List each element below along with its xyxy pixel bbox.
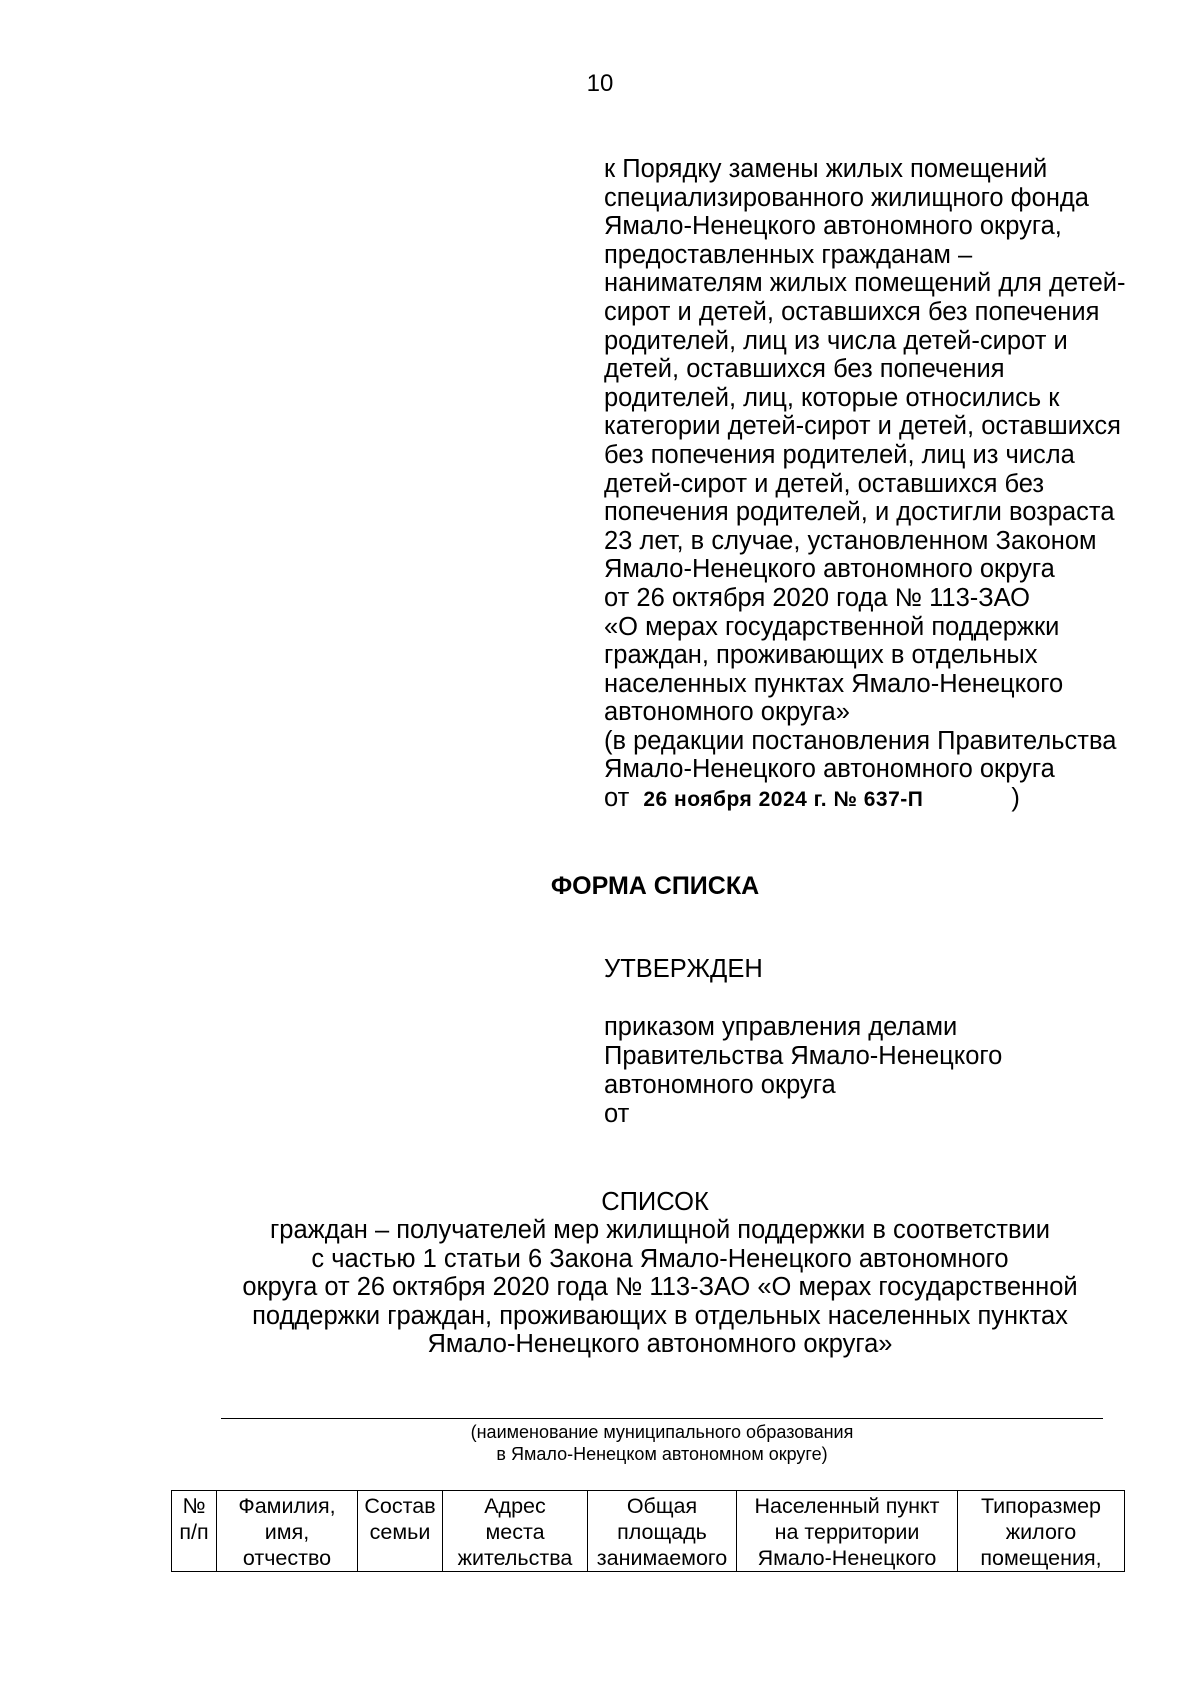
subtitle-line: поддержки граждан, проживающих в отдельных населенных пунктах	[252, 1301, 1068, 1330]
appendix-line: детей, оставшихся без попечения	[604, 355, 1005, 384]
municipality-blank-line	[221, 1418, 1103, 1419]
order-line: от	[604, 1100, 630, 1128]
header-cell-number: № п/п	[172, 1491, 217, 1572]
appendix-line: предоставленных гражданам –	[604, 240, 973, 269]
date-prefix: от	[604, 784, 630, 813]
approved-label: УТВЕРЖДЕН	[604, 955, 763, 983]
order-line: автономного округа	[604, 1071, 836, 1099]
subtitle-line: граждан – получателей мер жилищной поддержки в соответствии	[270, 1216, 1050, 1244]
subtitle-line: округа от 26 октября 2020 года № 113-ЗАО «О мерах государственной	[242, 1273, 1078, 1302]
appendix-line: Ямало-Ненецкого автономного округа	[604, 555, 1055, 584]
appendix-line: категории детей-сирот и детей, оставшихся	[604, 412, 1121, 441]
list-heading: СПИСОК	[601, 1188, 709, 1216]
appendix-line: Ямало-Ненецкого автономного округа	[604, 755, 1055, 784]
appendix-line: без попечения родителей, лиц из числа	[604, 440, 1075, 469]
citizens-table	[171, 1490, 1125, 1572]
header-cell-family: Состав семьи	[358, 1491, 443, 1572]
appendix-line: к Порядку замены жилых помещений	[604, 155, 1048, 183]
header-cell-settlement: Населенный пункт на территории Ямало-Ненецкого	[737, 1491, 958, 1572]
subtitle-line: Ямало-Ненецкого автономного округа»	[427, 1330, 893, 1359]
appendix-line: населенных пунктах Ямало-Ненецкого	[604, 669, 1064, 698]
appendix-line: нанимателям жилых помещений для детей-	[604, 269, 1126, 298]
table-header-row	[172, 1491, 1125, 1572]
header-cell-area: Общая площадь занимаемого	[588, 1491, 737, 1572]
appendix-line: попечения родителей, и достигли возраста	[604, 498, 1115, 527]
appendix-line: родителей, лиц из числа детей-сирот и	[604, 326, 1068, 355]
appendix-line: специализированного жилищного фонда	[604, 183, 1089, 212]
appendix-line: родителей, лиц, которые относились к	[604, 383, 1060, 412]
header-cell-size-type: Типоразмер жилого помещения,	[958, 1491, 1125, 1572]
subtitle-line: с частью 1 статьи 6 Закона Ямало-Ненецкого автономного	[311, 1244, 1009, 1273]
header-cell-name: Фамилия, имя, отчество	[217, 1491, 358, 1572]
resolution-date-line	[604, 784, 1164, 815]
header-cell-address: Адрес места жительства	[443, 1491, 588, 1572]
order-line: Правительства Ямало-Ненецкого	[604, 1042, 1003, 1070]
page-number: 10	[586, 70, 614, 97]
appendix-line: детей-сирот и детей, оставшихся без	[604, 469, 1045, 498]
appendix-line: Ямало-Ненецкого автономного округа,	[604, 212, 1062, 241]
municipality-caption	[221, 1421, 1103, 1465]
appendix-line: 23 лет, в случае, установленном Законом	[604, 526, 1097, 555]
list-subtitle	[0, 1216, 1200, 1359]
appendix-line: автономного округа»	[604, 698, 850, 727]
caption-line: в Ямало-Ненецком автономном округе)	[496, 1444, 828, 1464]
date-suffix: )	[1011, 784, 1020, 813]
appendix-line: сирот и детей, оставшихся без попечения	[604, 297, 1100, 326]
appendix-line: (в редакции постановления Правительства	[604, 726, 1117, 755]
resolution-date: 26 ноября 2024 г. № 637-П	[643, 788, 924, 812]
appendix-line: граждан, проживающих в отдельных	[604, 641, 1038, 670]
form-title: ФОРМА СПИСКА	[550, 872, 760, 900]
appendix-line: «О мерах государственной поддержки	[604, 612, 1060, 641]
order-block	[604, 1013, 1002, 1129]
appendix-block	[604, 155, 1164, 815]
caption-line: (наименование муниципального образования	[470, 1422, 854, 1442]
appendix-line: от 26 октября 2020 года № 113-ЗАО	[604, 583, 1030, 612]
order-line: приказом управления делами	[604, 1013, 958, 1041]
